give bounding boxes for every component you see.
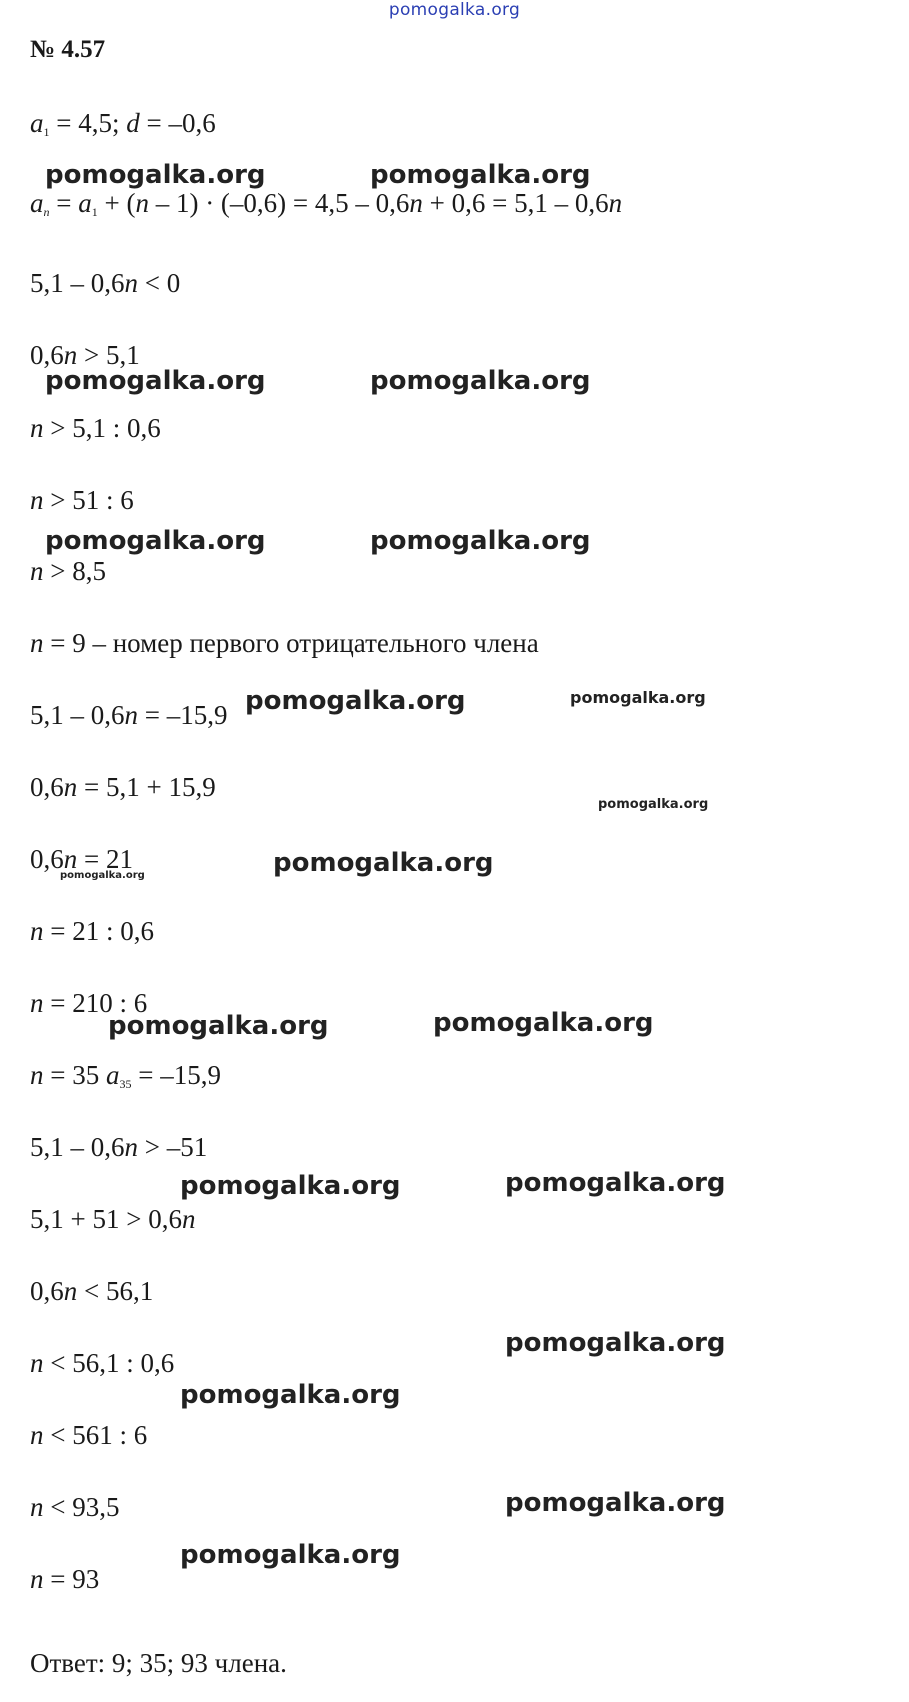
solution-line: 0,6n < 56,1 bbox=[30, 1276, 154, 1306]
watermark: pomogalka.org bbox=[505, 1328, 726, 1358]
watermark: pomogalka.org bbox=[180, 1540, 401, 1570]
watermark: pomogalka.org bbox=[370, 160, 591, 190]
watermark: pomogalka.org bbox=[180, 1171, 401, 1201]
solution-line: 0,6n = 5,1 + 15,9 bbox=[30, 772, 216, 802]
solution-line: n = 93 bbox=[30, 1564, 100, 1594]
watermark: pomogalka.org bbox=[598, 797, 709, 812]
site-watermark-top: pomogalka.org bbox=[388, 0, 521, 20]
solution-line: $a_n = a_1 + (n - 1) \cdot (-0,6) = 4,5 - 0,6n + 0,6 = 5,1 - 0,6n$ bbox=[30, 188, 623, 219]
solution-line: n < 56,1 : 0,6 bbox=[30, 1348, 175, 1378]
watermark: pomogalka.org bbox=[505, 1168, 726, 1198]
solution-line: n > 8,5 bbox=[30, 556, 106, 586]
solution-line: n > 51 : 6 bbox=[30, 485, 134, 515]
solution-line: n < 93,5 bbox=[30, 1492, 120, 1522]
solution-line: n = 210 : 6 bbox=[30, 988, 148, 1018]
watermark: pomogalka.org bbox=[45, 160, 266, 190]
solution-line: 5,1 – 0,6n = –15,9 bbox=[30, 700, 228, 730]
watermark: pomogalka.org bbox=[505, 1488, 726, 1518]
watermark: pomogalka.org bbox=[180, 1380, 401, 1410]
watermark: pomogalka.org bbox=[433, 1008, 654, 1038]
watermark: pomogalka.org bbox=[60, 870, 145, 881]
watermark: pomogalka.org bbox=[245, 686, 466, 716]
solution-line: 5,1 – 0,6n < 0 bbox=[30, 268, 181, 298]
solution-line: n = 21 : 0,6 bbox=[30, 916, 154, 946]
answer-line: Ответ: 9; 35; 93 члена. bbox=[30, 1648, 287, 1678]
solution-line: n < 561 : 6 bbox=[30, 1420, 148, 1450]
solution-line: n = 9 – номер первого отрицательного члена bbox=[30, 628, 539, 658]
solution-line: 0,6n = 21 bbox=[30, 844, 133, 874]
watermark: pomogalka.org bbox=[45, 366, 266, 396]
watermark: pomogalka.org bbox=[570, 688, 706, 707]
watermark: pomogalka.org bbox=[45, 526, 266, 556]
watermark: pomogalka.org bbox=[370, 366, 591, 396]
solution-line: n > 5,1 : 0,6 bbox=[30, 413, 161, 443]
problem-number: № 4.57 bbox=[30, 36, 106, 63]
watermark: pomogalka.org bbox=[273, 848, 494, 878]
solution-line: 5,1 – 0,6n > –51 bbox=[30, 1132, 208, 1162]
solution-line: n = 35 $a_{35} = -15,9$ bbox=[30, 1060, 221, 1091]
solution-line: 5,1 + 51 > 0,6n bbox=[30, 1204, 196, 1234]
watermark: pomogalka.org bbox=[370, 526, 591, 556]
solution-line: $a_1 = 4,5$; d = –0,6 bbox=[30, 108, 216, 139]
watermark: pomogalka.org bbox=[108, 1011, 329, 1041]
solution-line: 0,6n > 5,1 bbox=[30, 340, 140, 370]
